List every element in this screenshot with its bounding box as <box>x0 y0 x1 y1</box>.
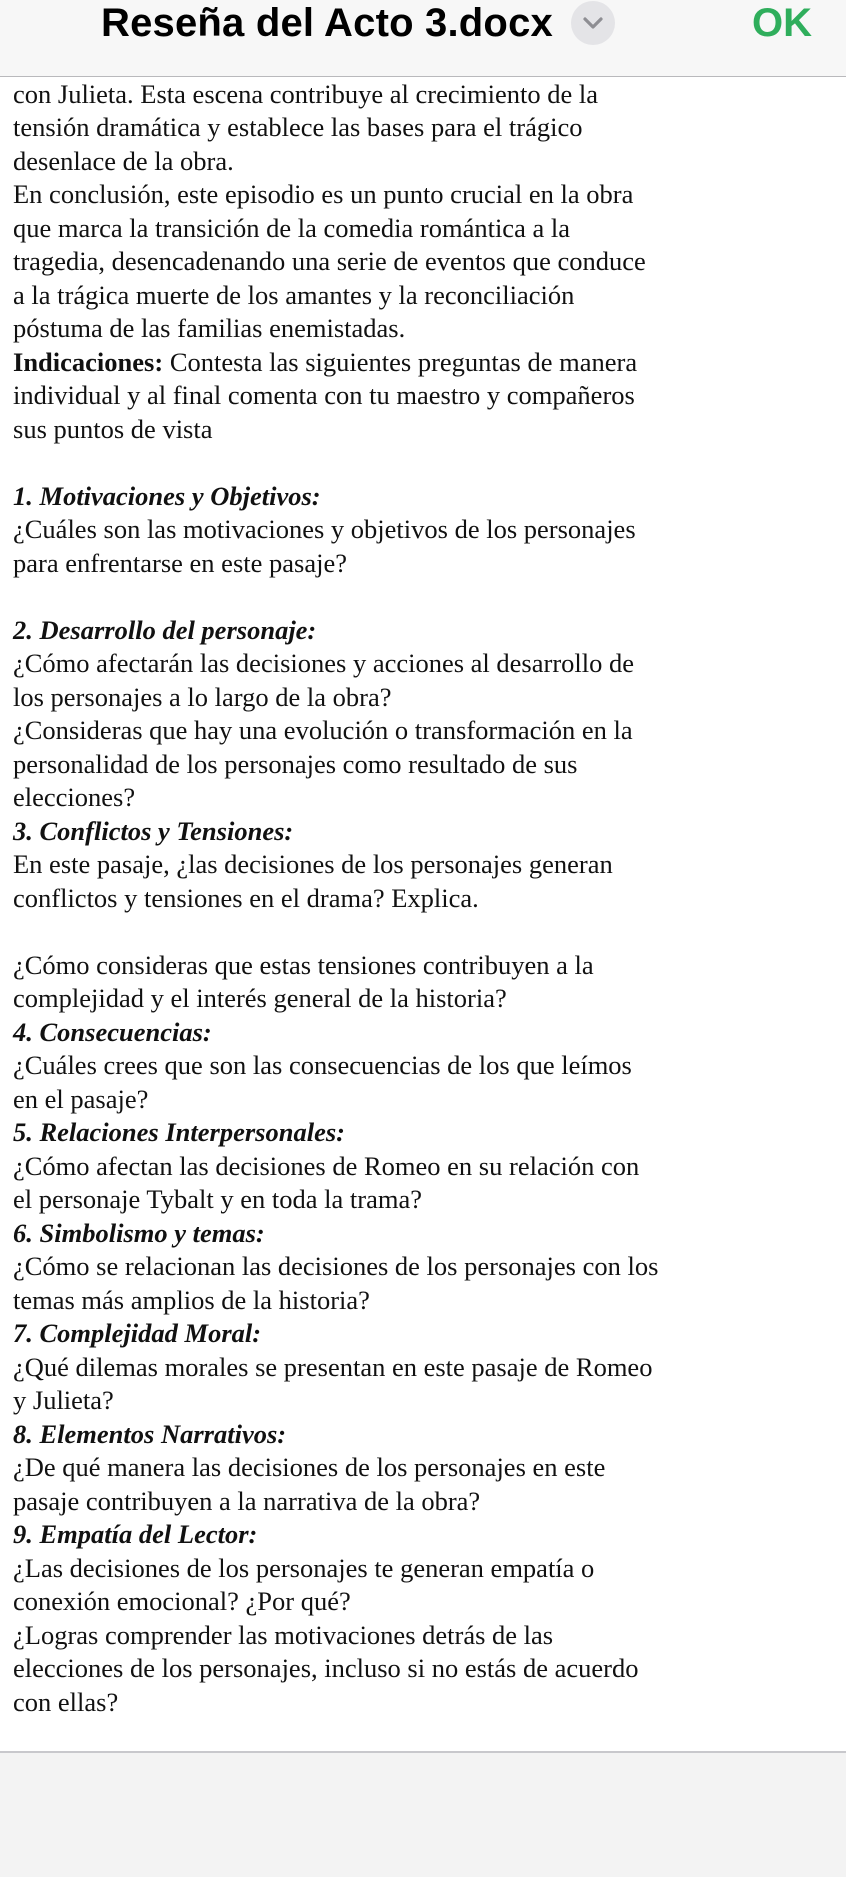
navigation-bar <box>0 0 846 77</box>
question-line: ¿Consideras que hay una evolución o transformación en la <box>13 715 633 745</box>
text-line: a la trágica muerte de los amantes y la reconciliación <box>13 279 575 310</box>
text-line: desenlace de la obra. <box>13 145 234 176</box>
text-line: con Julieta. Esta escena contribuye al crecimiento de la <box>13 78 598 109</box>
document-page <box>13 44 833 1719</box>
viewer-bottom-area <box>0 1753 846 1877</box>
section-heading: 8. Elementos Narrativos: <box>13 1418 287 1449</box>
question-line: conexión emocional? ¿Por qué? <box>13 1586 351 1616</box>
section-heading: 1. Motivaciones y Objetivos: <box>13 480 321 511</box>
ok-button[interactable]: OK <box>752 1 812 45</box>
question-line: pasaje contribuyen a la narrativa de la obra? <box>13 1485 481 1516</box>
text-line: que marca la transición de la comedia romántica a la <box>13 212 570 243</box>
text-line: tensión dramática y establece las bases para el trágico <box>13 112 583 142</box>
question-line: temas más amplios de la historia? <box>13 1284 370 1315</box>
section-heading: 3. Conflictos y Tensiones: <box>13 815 294 846</box>
question-line: ¿Las decisiones de los personajes te generan empatía o <box>13 1552 595 1583</box>
blank-line <box>13 446 833 480</box>
question-line: y Julieta? <box>13 1385 114 1415</box>
text-line: individual y al final comenta con tu maestro y compañeros <box>13 380 635 410</box>
question-line: los personajes a lo largo de la obra? <box>13 681 392 712</box>
blank-line <box>13 580 833 614</box>
section-heading: 5. Relaciones Interpersonales: <box>13 1117 345 1147</box>
section-heading: 4. Consecuencias: <box>13 1016 212 1047</box>
question-line: para enfrentarse en este pasaje? <box>13 547 347 578</box>
question-line: conflictos y tensiones en el drama? Explica. <box>13 882 479 913</box>
section-heading: 6. Simbolismo y temas: <box>13 1217 265 1248</box>
question-line: elecciones de los personajes, incluso si no estás de acuerdo <box>13 1653 639 1683</box>
section-heading: 9. Empatía del Lector: <box>13 1519 258 1549</box>
question-line: ¿Qué dilemas morales se presentan en este pasaje de Romeo <box>13 1351 653 1382</box>
instructions-line <box>13 346 833 380</box>
text-line: sus puntos de vista <box>13 413 213 444</box>
text-line: tragedia, desencadenando una serie de eventos que conduce <box>13 246 646 276</box>
document-title-group[interactable] <box>101 0 615 48</box>
instructions-text: Contesta las siguientes preguntas de manera <box>163 346 638 377</box>
question-line: ¿Cuáles son las motivaciones y objetivos de los personajes <box>13 514 636 544</box>
blank-line <box>13 915 833 949</box>
question-line: ¿Logras comprender las motivaciones detrás de las <box>13 1619 554 1650</box>
question-line: complejidad y el interés general de la historia? <box>13 983 507 1013</box>
document-viewer[interactable] <box>0 77 846 1751</box>
section-heading: 2. Desarrollo del personaje: <box>13 614 317 645</box>
question-line: en el pasaje? <box>13 1083 149 1114</box>
chevron-down-icon <box>582 16 604 30</box>
question-line: con ellas? <box>13 1686 119 1717</box>
question-line: ¿Cómo afectarán las decisiones y acciones al desarrollo de <box>13 648 635 678</box>
question-line: En este pasaje, ¿las decisiones de los personajes generan <box>13 849 613 879</box>
instructions-label: Indicaciones: <box>13 346 164 377</box>
question-line: ¿Cómo afectan las decisiones de Romeo en su relación con <box>13 1150 640 1181</box>
text-line: póstuma de las familias enemistadas. <box>13 313 406 343</box>
question-line: ¿Cómo se relacionan las decisiones de los personajes con los <box>13 1251 659 1281</box>
question-line: elecciones? <box>13 782 136 812</box>
question-line: ¿De qué manera las decisiones de los personajes en este <box>13 1452 606 1482</box>
section-heading: 7. Complejidad Moral: <box>13 1318 262 1348</box>
document-title[interactable]: Reseña del Acto 3.docx <box>101 0 553 45</box>
title-menu-button[interactable] <box>571 1 615 45</box>
text-line: En conclusión, este episodio es un punto crucial en la obra <box>13 179 634 209</box>
question-line: personalidad de los personajes como resultado de sus <box>13 748 578 779</box>
question-line: ¿Cómo consideras que estas tensiones contribuyen a la <box>13 949 594 980</box>
question-line: ¿Cuáles crees que son las consecuencias de los que leímos <box>13 1050 632 1080</box>
question-line: el personaje Tybalt y en toda la trama? <box>13 1184 422 1214</box>
